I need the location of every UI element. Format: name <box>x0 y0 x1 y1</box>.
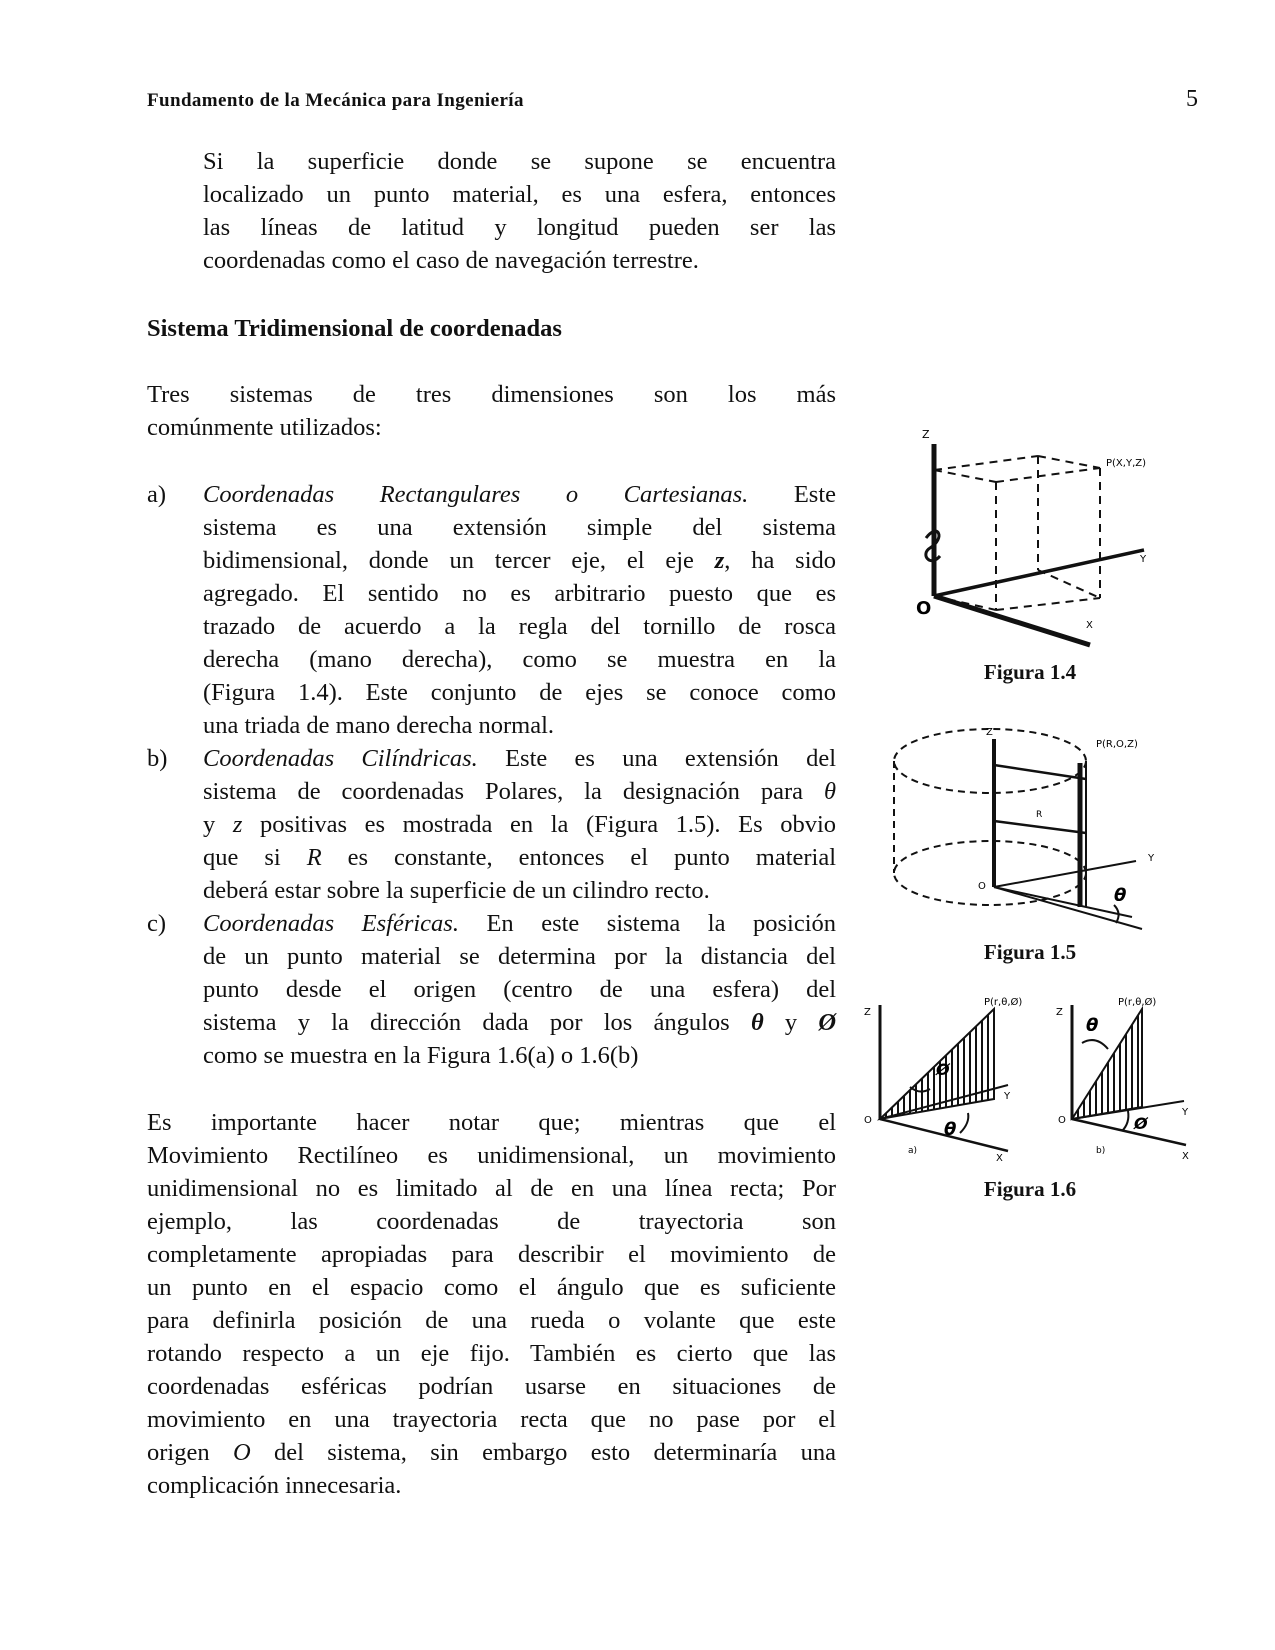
closing-line: origen O del sistema, sin embargo esto determinaría una <box>147 1439 837 1466</box>
closing-line: Es importante hacer notar que; mientras que el <box>147 1109 836 1136</box>
list-item-line: una triada de mano derecha normal. <box>203 712 555 739</box>
label-x: X <box>1086 620 1093 631</box>
list-item-line: de un punto material se determina por la distancia del <box>203 943 836 970</box>
closing-line: unidimensional no es limitado al de en una línea recta; Por <box>147 1175 836 1202</box>
label-r: R <box>1036 810 1043 820</box>
closing-line: coordenadas esféricas podrían usarse en situaciones de <box>147 1373 836 1400</box>
section-heading: Sistema Tridimensional de coordenadas <box>147 315 562 342</box>
list-item-line: sistema de coordenadas Polares, la designación para θ <box>203 778 836 805</box>
intro-line: coordenadas como el caso de navegación terrestre. <box>203 247 699 274</box>
page-number: 5 <box>1186 86 1198 112</box>
label-y: Y <box>1182 1107 1189 1118</box>
label-origin: O <box>864 1115 872 1126</box>
x-axis <box>934 596 1090 645</box>
label-z: Z <box>864 1007 871 1018</box>
figure-1-6b <box>1056 996 1189 1162</box>
dashed-box <box>934 456 1100 610</box>
label-y: Y <box>1004 1091 1011 1102</box>
cylinder-top <box>894 729 1086 793</box>
list-item-line: sistema es una extensión simple del sistema <box>203 514 836 541</box>
list-item-line: que si R es constante, entonces el punto material <box>203 844 837 871</box>
figure-1-4-caption: Figura 1.4 <box>983 660 1077 684</box>
label-origin: O <box>978 881 986 892</box>
list-item-line: Coordenadas Cilíndricas. Este es una extensión del <box>203 745 836 772</box>
list-item-line: Coordenadas Esféricas. En este sistema la posición <box>203 910 837 937</box>
y-axis <box>994 861 1136 887</box>
list-item-line: deberá estar sobre la superficie de un cilindro recto. <box>203 877 710 904</box>
running-header-title: Fundamento de la Mecánica para Ingeniería <box>147 90 524 111</box>
label-z: Z <box>986 727 993 738</box>
list-marker: a) <box>147 481 167 508</box>
list-item-line: agregado. El sentido no es arbitrario puesto que es <box>203 580 836 607</box>
closing-line: un punto en el espacio como el ángulo que es suficiente <box>147 1274 836 1301</box>
figure-1-5-caption: Figura 1.5 <box>983 940 1077 964</box>
label-z: Z <box>922 430 930 441</box>
label-z: Z <box>1056 1007 1063 1018</box>
closing-line: rotando respecto a un eje fijo. También es cierto que las <box>147 1340 836 1367</box>
list-item-line: sistema y la dirección dada por los ángulos θ y Ø <box>203 1009 837 1036</box>
figure-1-4-cartesian-diagram <box>900 430 1170 655</box>
label-y: Y <box>1148 853 1155 864</box>
intro-line: Si la superficie donde se supone se encuentra <box>203 148 836 175</box>
label-theta: θ <box>1114 885 1127 906</box>
figure-1-6a <box>864 996 1022 1164</box>
label-x: X <box>1182 1151 1189 1162</box>
list-item-line: punto desde el origen (centro de una esfera) del <box>203 976 836 1003</box>
closing-line: complicación innecesaria. <box>147 1472 402 1499</box>
closing-line: ejemplo, las coordenadas de trayectoria son <box>147 1208 836 1235</box>
label-phi: Ø <box>936 1060 950 1079</box>
item-title: Coordenadas Rectangulares o Cartesianas. <box>203 481 749 508</box>
closing-line: completamente apropiadas para describir el movimiento de <box>147 1241 836 1268</box>
closing-line: Movimiento Rectilíneo es unidimensional, un movimiento <box>147 1142 836 1169</box>
item-title: Coordenadas Cilíndricas. <box>203 745 478 772</box>
figure-1-6-caption: Figura 1.6 <box>983 1177 1077 1201</box>
label-origin: O <box>916 598 932 619</box>
figure-1-6-spherical-diagram <box>860 995 1200 1175</box>
item-title: Coordenadas Esféricas. <box>203 910 459 937</box>
lead-line: Tres sistemas de tres dimensiones son los más <box>147 381 836 408</box>
list-item-line: Coordenadas Rectangulares o Cartesianas. Este <box>203 481 837 508</box>
label-point: P(X,Y,Z) <box>1106 458 1146 469</box>
label-point: P(r,θ,Ø) <box>1118 997 1157 1008</box>
list-item-line: bidimensional, donde un tercer eje, el eje z, ha sido <box>203 547 837 574</box>
intro-line: las líneas de latitud y longitud pueden ser las <box>203 214 836 241</box>
label-sub-a: a) <box>908 1146 918 1156</box>
label-theta: θ <box>944 1119 957 1140</box>
list-marker: c) <box>147 910 167 937</box>
lead-line: comúnmente utilizados: <box>147 414 382 441</box>
intro-line: localizado un punto material, es una esfera, entonces <box>203 181 836 208</box>
list-item-line: como se muestra en la Figura 1.6(a) o 1.6(b) <box>203 1042 639 1069</box>
label-theta: θ <box>1086 1015 1099 1036</box>
label-y: Y <box>1140 554 1147 565</box>
list-item-line: (Figura 1.4). Este conjunto de ejes se conoce como <box>203 679 836 706</box>
list-item-line: derecha (mano derecha), como se muestra en la <box>203 646 836 673</box>
cylinder-bottom <box>894 841 1086 905</box>
label-sub-b: b) <box>1096 1146 1106 1156</box>
list-marker: b) <box>147 745 168 772</box>
label-point: P(R,O,Z) <box>1096 739 1138 750</box>
closing-line: para definirla posición de una rueda o volante que este <box>147 1307 836 1334</box>
label-phi: Ø <box>1134 1114 1148 1133</box>
x-axis <box>1072 1119 1186 1145</box>
closing-line: movimiento en una trayectoria recta que no pase por el <box>147 1406 836 1433</box>
label-origin: O <box>1058 1115 1066 1126</box>
label-x: X <box>996 1153 1003 1164</box>
list-item-line: trazado de acuerdo a la regla del tornillo de rosca <box>203 613 836 640</box>
list-item-line: y z positivas es mostrada en la (Figura 1.5). Es obvio <box>203 811 837 838</box>
figure-1-5-cylindrical-diagram <box>890 725 1170 935</box>
label-point: P(r,θ,Ø) <box>984 997 1023 1008</box>
